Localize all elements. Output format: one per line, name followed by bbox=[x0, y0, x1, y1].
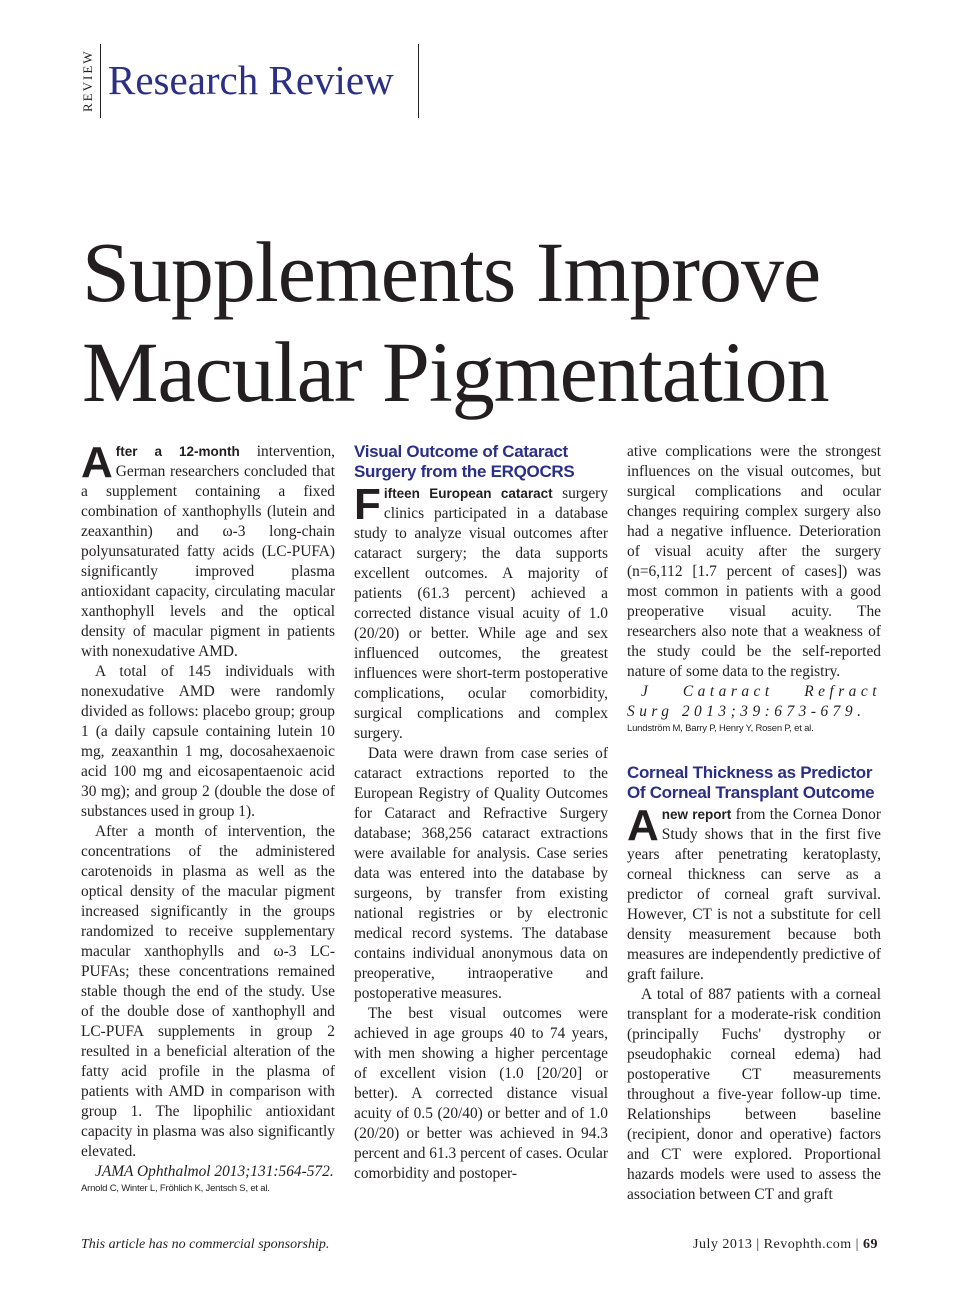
section-spacer bbox=[627, 735, 881, 763]
article-title-line-1: Supplements Improve bbox=[82, 224, 821, 320]
journal-citation: JAMA Ophthalmol 2013;131:564-572. bbox=[95, 1163, 334, 1180]
dropcap: F bbox=[354, 480, 381, 529]
article-title bbox=[82, 222, 942, 422]
col1-paragraph-3: After a month of intervention, the concentrations of the administered carotenoids in plasma as well as the optical density of the macular pigment increased significantly in the groups randomized to receive supplementary macular xanthophylls and ω-3 LC-PUFAs; these concentrations remained stable though the end of the study. Use of the double dose of xanthophyll and LC-PUFA supplements in group 2 resulted in a beneficial alteration of the fatty acid profile in the plasma of patients with AMD in comparison with group 1. The lipophilic antioxidant capacity in plasma was also significantly elevated. bbox=[81, 823, 335, 1160]
col2-paragraph-3: The best visual outcomes were achieved in age groups 40 to 74 years, with men showing a higher percentage of excellent vision (1.0 [20/20] or better). A corrected distance visual acuity of 0.5 (20/40) or better and of 1.0 (20/20) or better was achieved in 94.3 percent and 61.3 percent of cases. Ocular comorbidity and postoper- bbox=[354, 1005, 608, 1182]
col3-paragraph-1: ative complications were the strongest influences on the visual outcomes, but surgical complications and ocular changes requiring complex surgery also had a negative influence. Deterioration of visual acuity after the surgery (n=6,112 [1.7 percent of cases]) was most common in patients with a good preoperative visual acuity. The researchers also note that a weakness of the study could be the self-reported nature of some data to the registry. bbox=[627, 443, 881, 680]
section-tag: REVIEW bbox=[80, 49, 95, 113]
page-footer bbox=[693, 1237, 878, 1253]
column-1 bbox=[81, 438, 335, 1195]
col1-paragraph-2: A total of 145 individuals with nonexudative AMD were randomly divided as follows: placebo group; group 1 (a daily capsule containing lutein 10 mg, zeaxanthin 1 mg, docosahexaenoic acid 100 mg and eicosapentaenoic acid 30 mg); and group 2 (double the dose of substances used in group 1). bbox=[81, 663, 335, 820]
col3-paragraph-3: A total of 887 patients with a corneal transplant for a moderate-risk condition (principally Fuchs' dystrophy or pseudophakic corneal edema) had postoperative CT measurements throughout a five-year follow-up time. Relationships between baseline (recipient, donor and operative) factors and CT were explored. Proportional hazards models were used to assess the association between CT and graft bbox=[627, 986, 881, 1203]
issue-info: July 2013 | Revophth.com | bbox=[693, 1237, 863, 1252]
lead-in: new report bbox=[661, 807, 732, 822]
sponsorship-note: This article has no commercial sponsorship. bbox=[81, 1237, 330, 1252]
col2-paragraph-2: Data were drawn from case series of cataract extractions reported to the European Registry of Quality Outcomes for Cataract and Refractive Surgery database; 368,256 cataract extractions were available for analysis. Case series data was entered into the database by surgeons, by transfer from existing national registries or by electronic medical record systems. The database contains individual anonymous data on preoperative, intraoperative and postoperative measures. bbox=[354, 745, 608, 1002]
subheading-corneal: Corneal Thickness as Predictor Of Corneal Transplant Outcome bbox=[627, 763, 875, 802]
dropcap: A bbox=[627, 801, 659, 850]
col2-paragraph-1 bbox=[354, 480, 608, 744]
paragraph-text: from the Cornea Donor Study shows that in the first five years after penetrating keratoplasty, corneal thickness can serve as a predictor of corneal graft survival. However, CT is not a substitute for cell density measurement because both measures are independently predictive of graft failure. bbox=[627, 806, 881, 983]
paragraph-text: intervention, German researchers concluded that a supplement containing a fixed combination of xanthophylls (lutein and zeaxanthin) and ω-3 long-chain polyunsaturated fatty acids (LC-PUFA) significantly improved plasma antioxidant capacity, circulating macular xanthophyll levels and the optical density of macular pigment in patients with nonexudative AMD. bbox=[81, 443, 335, 660]
column-2 bbox=[354, 442, 608, 1184]
page-number: 69 bbox=[863, 1237, 878, 1252]
subheading-cataract: Visual Outcome of Cataract Surgery from the ERQOCRS bbox=[354, 442, 575, 481]
column-3 bbox=[627, 442, 881, 1205]
lead-in: ifteen European cataract bbox=[383, 486, 553, 501]
author-list: Lundström M, Barry P, Henry Y, Rosen P, et al. bbox=[627, 723, 814, 734]
section-title: Research Review bbox=[108, 57, 394, 103]
dropcap: A bbox=[81, 438, 113, 487]
article-title-line-2: Macular Pigmentation bbox=[82, 324, 829, 420]
journal-citation: J Cataract Refract Surg 2013;39:673-679. bbox=[627, 683, 881, 720]
col3-paragraph-2 bbox=[627, 801, 881, 985]
lead-in: fter a 12-month bbox=[115, 444, 240, 459]
header-rule-left bbox=[100, 44, 101, 118]
paragraph-text: surgery clinics participated in a database study to analyze visual outcomes after cataract surgery; the data supports excellent outcomes. A majority of patients (61.3 percent) achieved a corrected distance visual acuity of 1.0 (20/20) or better. While age and sex influenced outcomes, the greatest influences were short-term postoperative complications, ocular comorbidity, surgical complications and complex surgery. bbox=[354, 485, 608, 742]
author-list: Arnold C, Winter L, Fröhlich K, Jentsch S, et al. bbox=[81, 1183, 270, 1194]
header-rule-right bbox=[418, 44, 419, 118]
col1-paragraph-1 bbox=[81, 438, 335, 662]
